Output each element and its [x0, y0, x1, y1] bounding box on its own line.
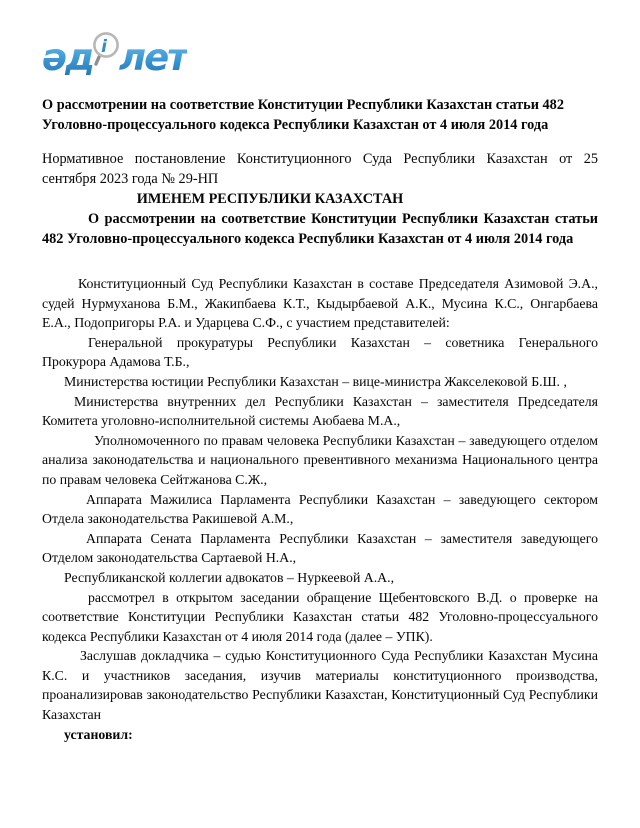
in-the-name-heading: ИМЕНЕМ РЕСПУБЛИКИ КАЗАХСТАН: [136, 191, 404, 207]
document-subtitle: Нормативное постановление Конституционного Суда Республики Казахстан от 25 сентября 2023 года № 29-НП: [42, 151, 598, 187]
resolution-label: установил:: [64, 726, 133, 742]
ombudsman-representative-paragraph: Уполномоченного по правам человека Республики Казахстан – заведующего отделом анализа законодательства и национального превентивного механизма Национального центра по правам человека Сейтжанова С.Ж.,: [42, 432, 598, 487]
bar-association-representative-paragraph: Республиканской коллегии адвокатов – Нуркеевой А.А.,: [64, 569, 395, 585]
document-body: [42, 274, 598, 744]
case-review-paragraph: рассмотрел в открытом заседании обращение Щебентовского В.Д. о проверке на соответствие Конституции Республики Казахстан статьи 482 Уголовно-процессуального кодекса Республики Казахстан от 4 июля 2014 года (далее – УПК).: [42, 589, 598, 644]
magnifier-icon: [91, 34, 121, 82]
document-title: О рассмотрении на соответствие Конституции Республики Казахстан статьи 482 Уголовно-процессуального кодекса Республики Казахстан от 4 июля 2014 года: [42, 97, 564, 133]
document-title-repeat: О рассмотрении на соответствие Конституции Республики Казахстан статьи 482 Уголовно-процессуального кодекса Республики Казахстан от 4 июля 2014 года: [42, 211, 598, 247]
mazhilis-representative-paragraph: Аппарата Мажилиса Парламента Республики Казахстан – заведующего сектором Отдела законодательства Ракишевой А.М.,: [42, 491, 598, 527]
rapporteur-paragraph: Заслушав докладчика – судью Конституционного Суда Республики Казахстан Мусина К.С. и участников заседания, изучив материалы конституционного производства, проанализировав законодательство Республики Казахстан, Конституционный Суд Республики Казахстан: [42, 648, 598, 723]
court-composition-paragraph: Конституционный Суд Республики Казахстан в составе Председателя Азимовой Э.А., судей Нурмуханова Б.М., Жакипбаева К.Т., Кыдырбаевой А.К., Мусина К.С., Онгарбаева Е.А., Подопригоры Р.А. и Ударцева С.Ф., с участием представителей:: [42, 276, 598, 331]
logo-text-prefix: әд: [42, 34, 93, 82]
senate-representative-paragraph: Аппарата Сената Парламента Республики Казахстан – заместителя заведующего Отделом законодательства Сартаевой Н.А.,: [42, 530, 598, 566]
prosecutor-representative-paragraph: Генеральной прокуратуры Республики Казахстан – советника Генерального Прокурора Адамова Т.Б.,: [42, 334, 598, 370]
justice-ministry-representative-paragraph: Министерства юстиции Республики Казахстан – вице-министра Жакселековой Б.Ш. ,: [64, 373, 567, 389]
adilet-logo[interactable]: [42, 34, 598, 86]
logo-text-suffix: лет: [119, 34, 187, 82]
interior-ministry-representative-paragraph: Министерства внутренних дел Республики Казахстан – заместителя Председателя Комитета уголовно-исполнительной системы Аюбаева М.А.,: [42, 393, 598, 429]
magnifier-letter: i: [101, 37, 107, 57]
